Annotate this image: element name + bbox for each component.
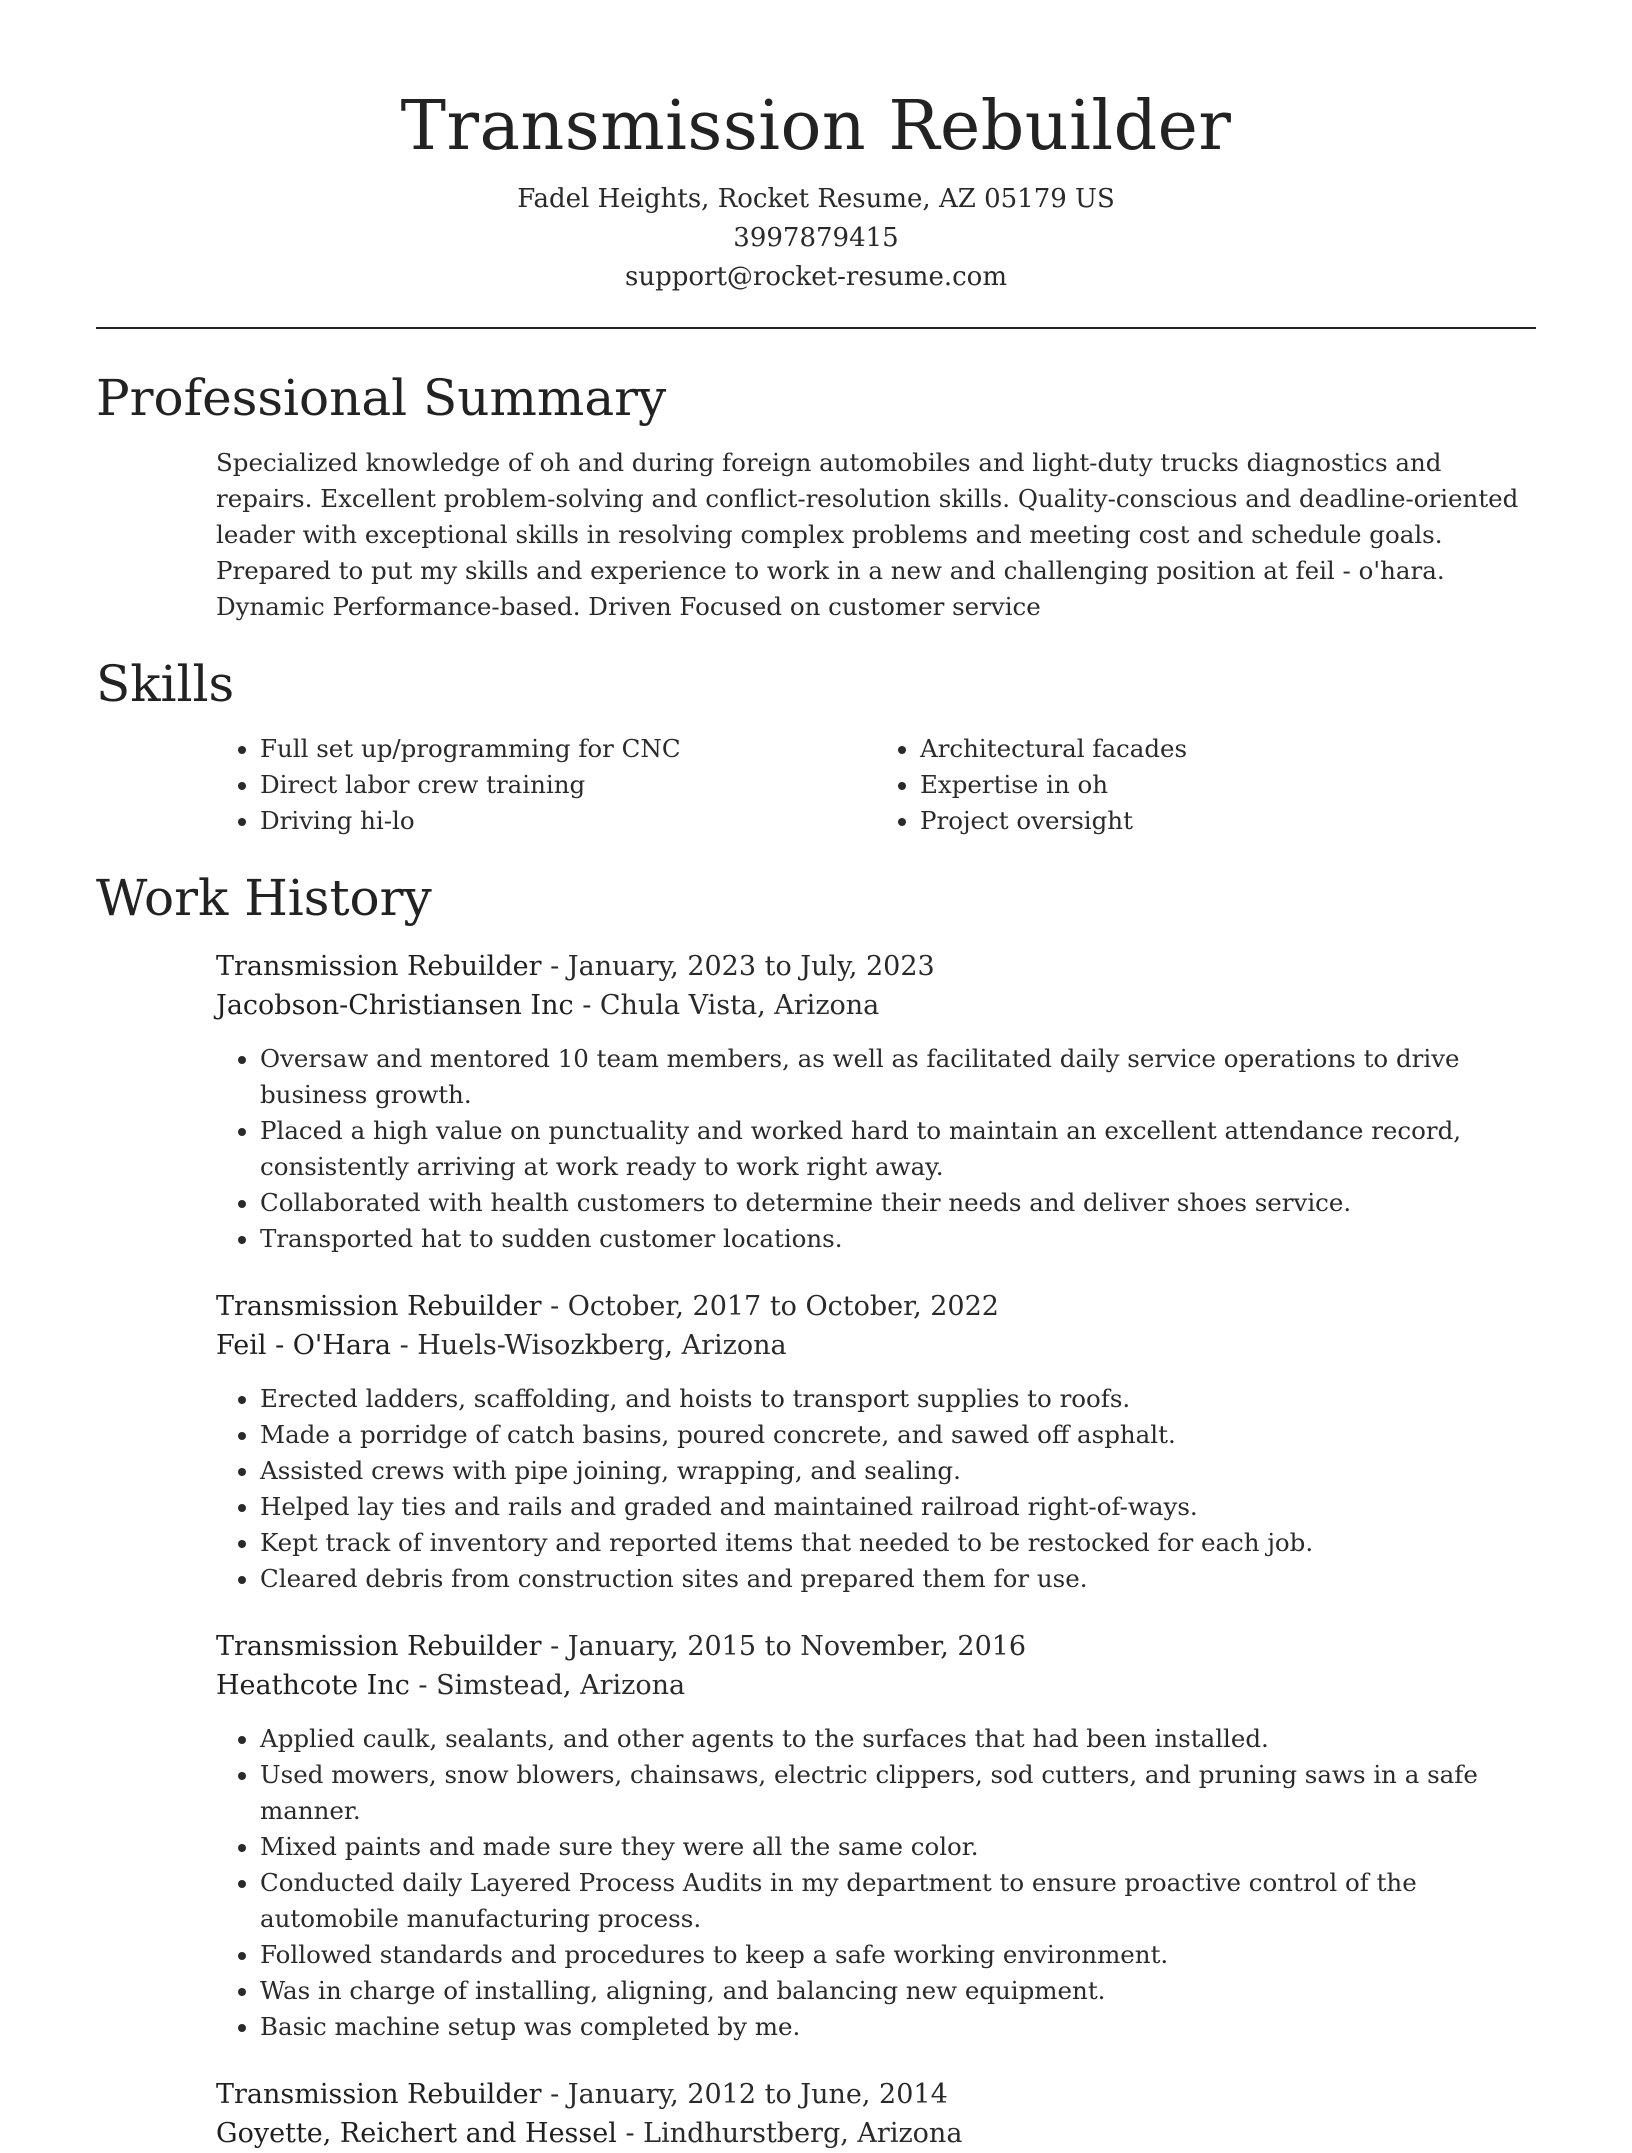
job-bullets: [216, 1381, 1536, 1597]
job-company-line: [216, 2114, 1536, 2153]
job-bullet: • Followed standards and procedures to keep a safe working environment.: [260, 1937, 1536, 1973]
skills-heading: Skills: [96, 655, 235, 713]
summary-heading: Professional Summary: [96, 369, 667, 427]
job-company-line: [216, 986, 1536, 1025]
skill-item: • Full set up/programming for CNC: [260, 731, 876, 767]
job-bullet: • Basic machine setup was completed by me.: [260, 2009, 1536, 2045]
job-company: Goyette, Reichert and Hessel: [216, 2118, 617, 2149]
resume-header: [0, 0, 1632, 297]
job-dates: - October, 2017 to October, 2022: [541, 1291, 999, 1322]
job-location: - Simstead, Arizona: [409, 1670, 686, 1701]
job-bullet: • Collaborated with health customers to determine their needs and deliver shoes service.: [260, 1185, 1536, 1221]
job-bullet: • Helped lay ties and rails and graded and maintained railroad right-of-ways.: [260, 1489, 1536, 1525]
job-entry: [216, 947, 1536, 1257]
skills-list: [216, 731, 1536, 839]
job-title: Transmission Rebuilder: [216, 951, 542, 982]
job-location: - Chula Vista, Arizona: [573, 990, 880, 1021]
job-dates: - January, 2015 to November, 2016: [541, 1631, 1027, 1662]
skill-item: • Architectural facades: [920, 731, 1536, 767]
job-title-line: [216, 1627, 1536, 1666]
contact-info: [0, 180, 1632, 297]
address-text: Fadel Heights, Rocket Resume, AZ 05179 US: [517, 184, 1115, 214]
job-entry: [216, 1287, 1536, 1597]
skill-item: • Project oversight: [920, 803, 1536, 839]
job-bullet: • Used mowers, snow blowers, chainsaws, electric clippers, sod cutters, and pruning saws in a safe manner.: [260, 1757, 1536, 1829]
job-title-line: [216, 2075, 1536, 2114]
job-bullet: • Transported hat to sudden customer locations.: [260, 1221, 1536, 1257]
job-dates: - January, 2023 to July, 2023: [541, 951, 935, 982]
skill-item: • Expertise in oh: [920, 767, 1536, 803]
skills-column-right: [876, 731, 1536, 839]
job-bullet: • Conducted daily Layered Process Audits in my department to ensure proactive control of the automobile manufacturing process.: [260, 1865, 1536, 1937]
job-bullet: • Applied caulk, sealants, and other agents to the surfaces that had been installed.: [260, 1721, 1536, 1757]
job-company: Heathcote Inc: [216, 1670, 410, 1701]
job-bullet: • Oversaw and mentored 10 team members, as well as facilitated daily service operations to drive business growth.: [260, 1041, 1536, 1113]
job-company: Jacobson-Christiansen Inc: [216, 990, 574, 1021]
job-title-line: [216, 947, 1536, 986]
work-history-heading: Work History: [96, 869, 432, 927]
job-title: Transmission Rebuilder: [216, 1291, 542, 1322]
job-bullet: • Assisted crews with pipe joining, wrapping, and sealing.: [260, 1453, 1536, 1489]
job-bullet: • Placed a high value on punctuality and worked hard to maintain an excellent attendance record, consistently arriving at work ready to work right away.: [260, 1113, 1536, 1185]
email-text: support@rocket-resume.com: [624, 262, 1007, 292]
skills-column-left: [216, 731, 876, 839]
job-location: - Lindhurstberg, Arizona: [616, 2118, 963, 2149]
job-location: - Huels-Wisozkberg, Arizona: [391, 1330, 787, 1361]
job-bullet: • Mixed paints and made sure they were all the same color.: [260, 1829, 1536, 1865]
job-title: Transmission Rebuilder: [216, 2079, 542, 2110]
phone-text: 3997879415: [733, 223, 899, 253]
job-bullet: • Erected ladders, scaffolding, and hoists to transport supplies to roofs.: [260, 1381, 1536, 1417]
job-company-line: [216, 1326, 1536, 1365]
job-dates: - January, 2012 to June, 2014: [541, 2079, 948, 2110]
job-bullet: • Cleared debris from construction sites and prepared them for use.: [260, 1561, 1536, 1597]
job-company: Feil - O'Hara: [216, 1330, 391, 1361]
header-divider: [96, 327, 1536, 329]
skill-item: • Direct labor crew training: [260, 767, 876, 803]
summary-text: Specialized knowledge of oh and during foreign automobiles and light-duty trucks diagnostics and repairs. Excellent problem-solving and conflict-resolution skills. Quality-conscious and deadline-oriented leader with exceptional skills in resolving complex problems and meeting cost and schedule goals. Prepared to put my skills and experience to work in a new and challenging position at feil - o'hara. Dynamic Performance-based. Driven Focused on customer service: [216, 448, 1519, 621]
job-entry: [216, 1627, 1536, 2045]
job-company-line: [216, 1666, 1536, 1705]
job-title-line: [216, 1287, 1536, 1326]
job-bullet: • Was in charge of installing, aligning, and balancing new equipment.: [260, 1973, 1536, 2009]
job-bullet: • Kept track of inventory and reported items that needed to be restocked for each job.: [260, 1525, 1536, 1561]
candidate-name: Transmission Rebuilder: [400, 87, 1232, 166]
job-bullets: [216, 1721, 1536, 2045]
job-bullets: [216, 1041, 1536, 1257]
job-bullet: • Made a porridge of catch basins, poured concrete, and sawed off asphalt.: [260, 1417, 1536, 1453]
job-entry: [216, 2075, 1536, 2153]
job-title: Transmission Rebuilder: [216, 1631, 542, 1662]
skill-item: • Driving hi-lo: [260, 803, 876, 839]
